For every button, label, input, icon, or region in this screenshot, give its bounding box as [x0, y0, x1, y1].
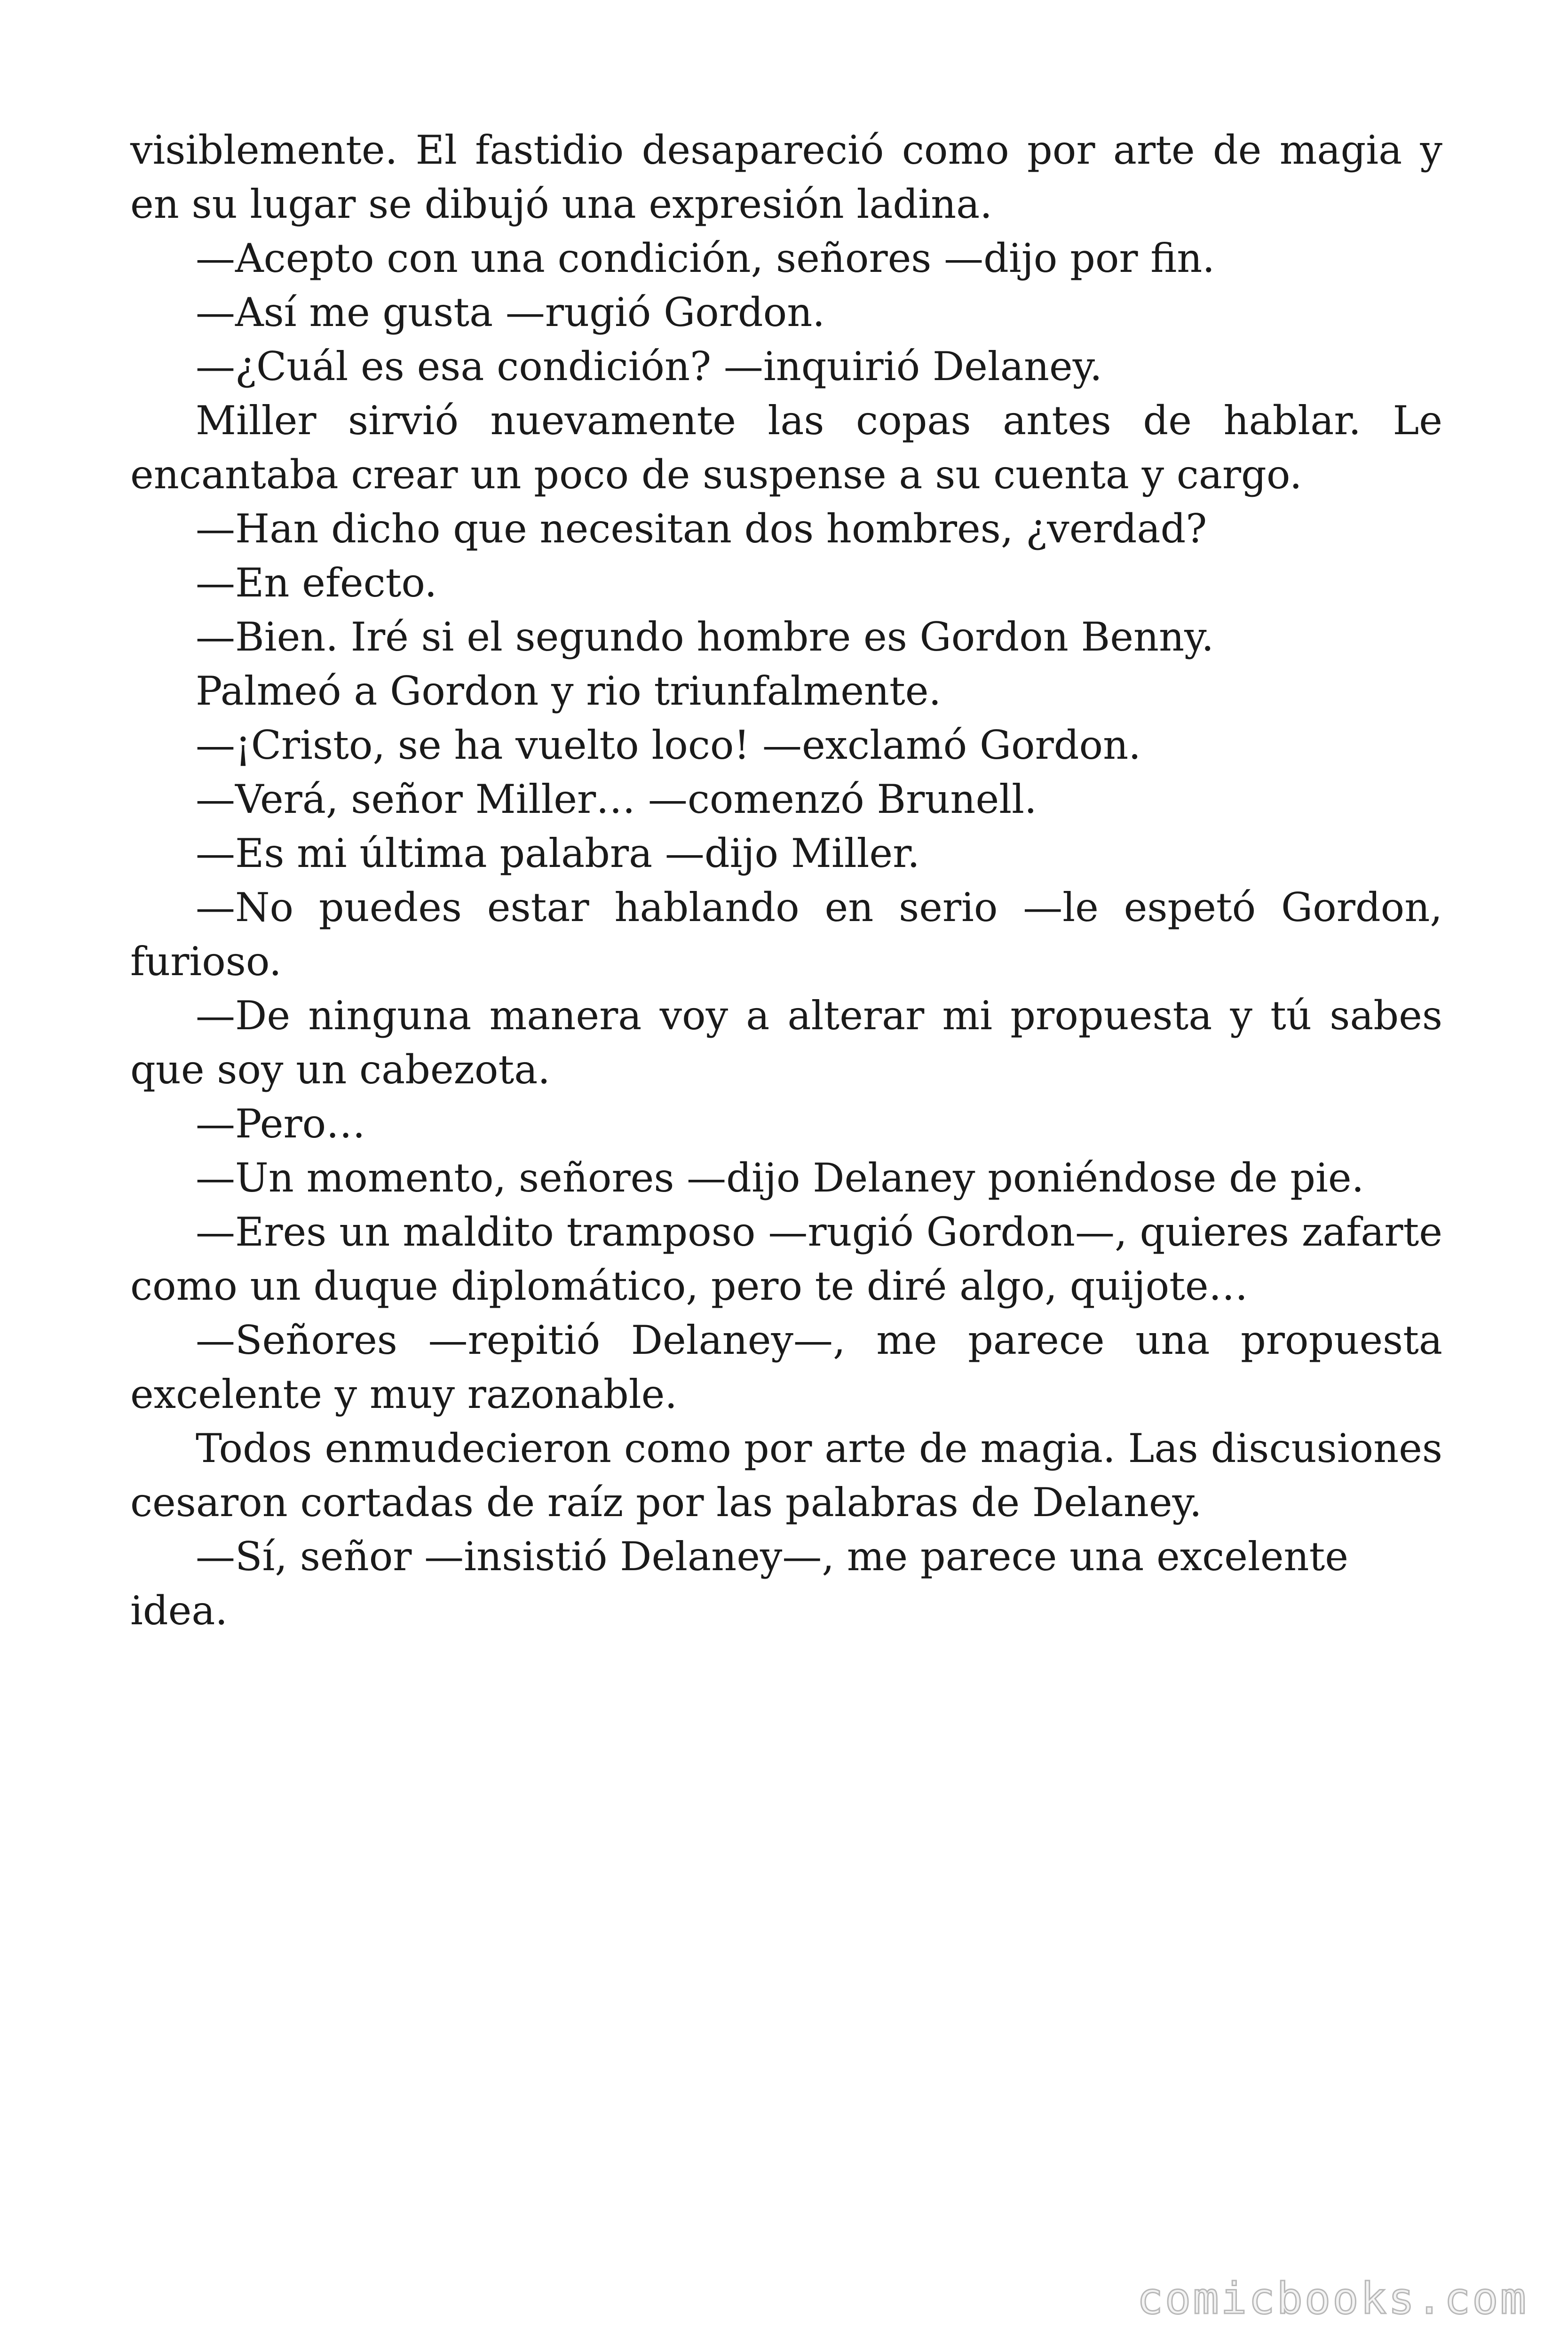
- paragraph: —Es mi última palabra —dijo Miller.: [196, 830, 920, 876]
- paragraph: —Un momento, señores —dijo Delaney poniéndose de pie.: [196, 1155, 1364, 1201]
- page-body: [130, 123, 1442, 1638]
- paragraph: —Eres un maldito tramposo —rugió Gordon—, quieres zafarte como un duque diplomático, pero te diré algo, quijote…: [130, 1209, 1442, 1309]
- paragraph: —¿Cuál es esa condición? —inquirió Delaney.: [196, 343, 1102, 389]
- paragraph: —No puedes estar hablando en serio —le espetó Gordon, furioso.: [130, 884, 1442, 985]
- paragraph: —Así me gusta —rugió Gordon.: [196, 289, 825, 335]
- paragraph: —En efecto.: [196, 560, 437, 606]
- paragraph: —Sí, señor —insistió Delaney—, me parece una excelente idea.: [130, 1534, 1348, 1634]
- paragraph: —Señores —repitió Delaney—, me parece una propuesta excelente y muy razonable.: [130, 1317, 1442, 1417]
- paragraph: —Bien. Iré si el segundo hombre es Gordon Benny.: [196, 614, 1214, 660]
- paragraph: Miller sirvió nuevamente las copas antes de hablar. Le encantaba crear un poco de suspense a su cuenta y cargo.: [130, 397, 1442, 498]
- paragraph: —Verá, señor Miller… —comenzó Brunell.: [196, 776, 1037, 822]
- paragraph: —Han dicho que necesitan dos hombres, ¿verdad?: [196, 506, 1207, 552]
- paragraph: —De ninguna manera voy a alterar mi propuesta y tú sabes que soy un cabezota.: [130, 993, 1442, 1093]
- paragraph: visiblemente. El fastidio desapareció como por arte de magia y en su lugar se dibujó una expresión ladina.: [130, 127, 1442, 227]
- paragraph: Todos enmudecieron como por arte de magia. Las discusiones cesaron cortadas de raíz por las palabras de Delaney.: [130, 1425, 1442, 1526]
- paragraph: Palmeó a Gordon y rio triunfalmente.: [196, 668, 942, 714]
- paragraph: —Pero…: [196, 1101, 366, 1147]
- watermark: comicbooks.com: [1137, 2273, 1528, 2324]
- paragraph: —Acepto con una condición, señores —dijo por fin.: [196, 235, 1215, 281]
- paragraph: —¡Cristo, se ha vuelto loco! —exclamó Gordon.: [196, 722, 1141, 768]
